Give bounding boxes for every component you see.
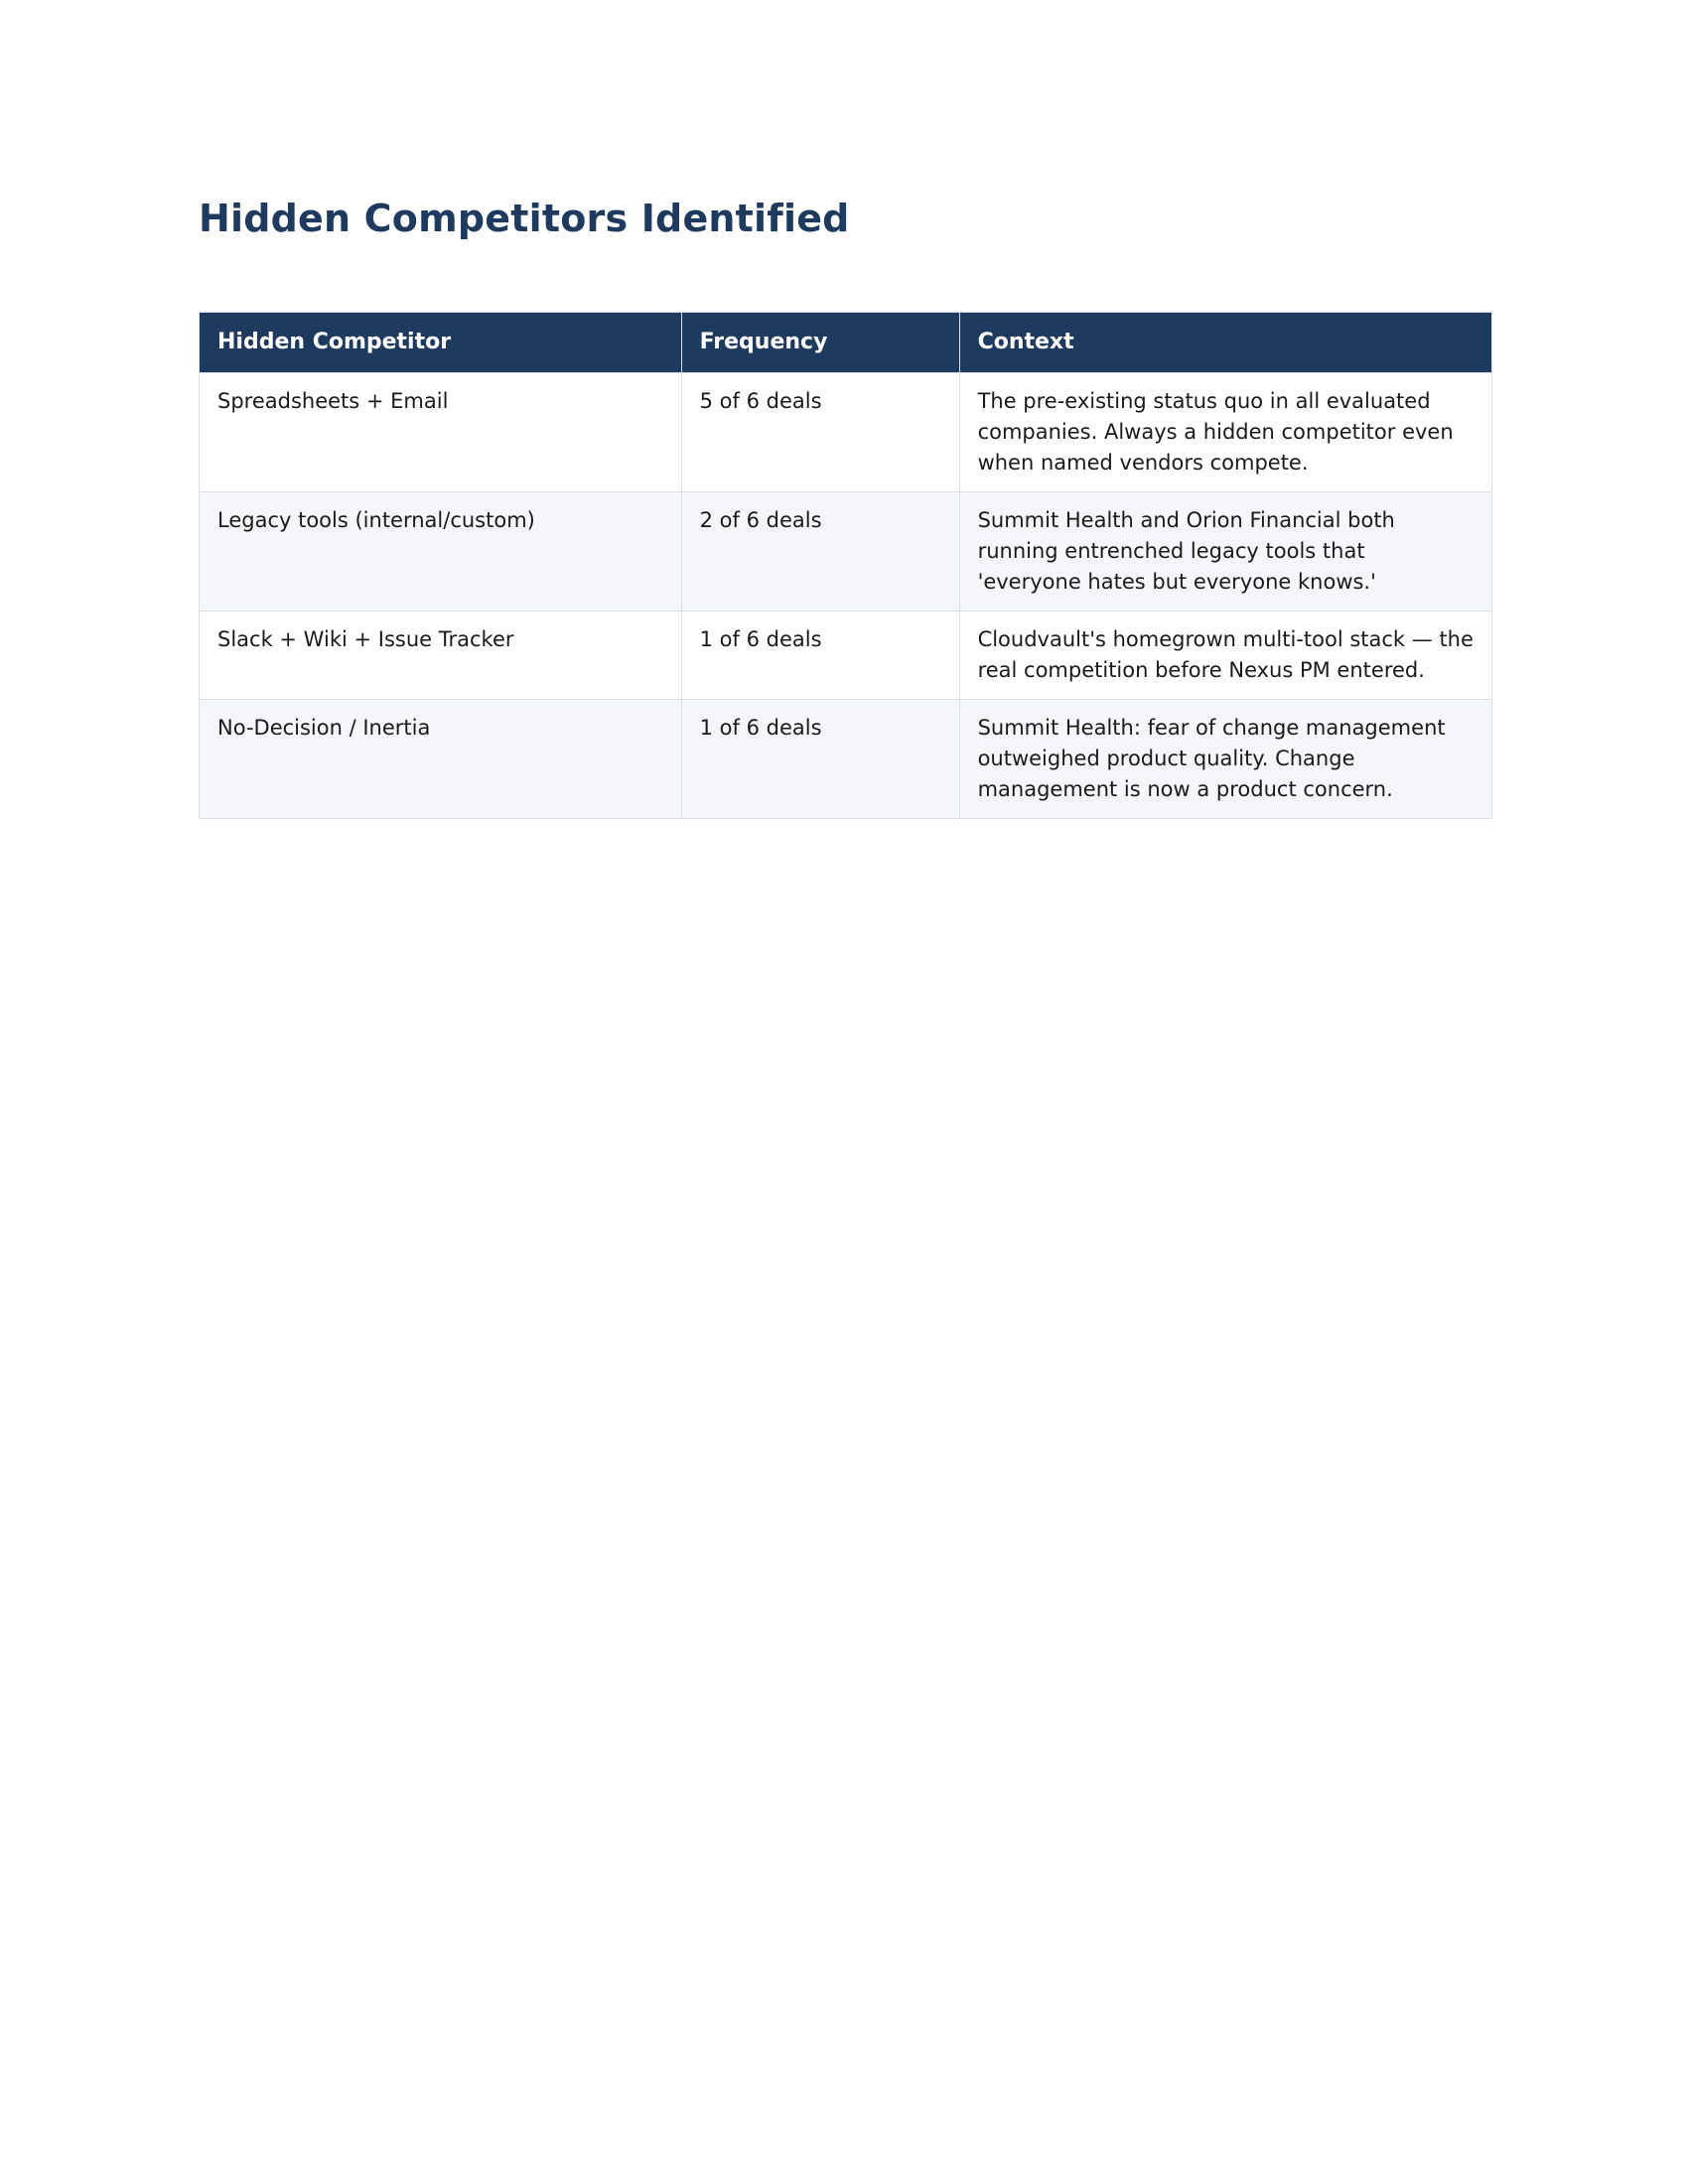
hidden-competitors-table (199, 312, 1492, 820)
table-row (200, 492, 1492, 612)
column-header-frequency: Frequency (681, 312, 959, 373)
cell-competitor: Slack + Wiki + Issue Tracker (200, 612, 682, 700)
cell-competitor: Spreadsheets + Email (200, 373, 682, 492)
table-header-row (200, 312, 1492, 373)
column-header-competitor: Hidden Competitor (200, 312, 682, 373)
cell-frequency: 5 of 6 deals (681, 373, 959, 492)
cell-frequency: 1 of 6 deals (681, 612, 959, 700)
cell-context: The pre-existing status quo in all evaluated companies. Always a hidden competitor even when named vendors compete. (959, 373, 1491, 492)
table-row (200, 700, 1492, 819)
cell-context: Summit Health and Orion Financial both running entrenched legacy tools that 'everyone hates but everyone knows.' (959, 492, 1491, 612)
cell-frequency: 2 of 6 deals (681, 492, 959, 612)
cell-frequency: 1 of 6 deals (681, 700, 959, 819)
cell-competitor: No-Decision / Inertia (200, 700, 682, 819)
page-title: Hidden Competitors Identified (199, 197, 850, 240)
document-content (199, 197, 1492, 819)
table-row (200, 612, 1492, 700)
column-header-context: Context (959, 312, 1491, 373)
cell-context: Cloudvault's homegrown multi-tool stack — the real competition before Nexus PM entered. (959, 612, 1491, 700)
cell-competitor: Legacy tools (internal/custom) (200, 492, 682, 612)
cell-context: Summit Health: fear of change management outweighed product quality. Change management is now a product concern. (959, 700, 1491, 819)
table-row (200, 373, 1492, 492)
